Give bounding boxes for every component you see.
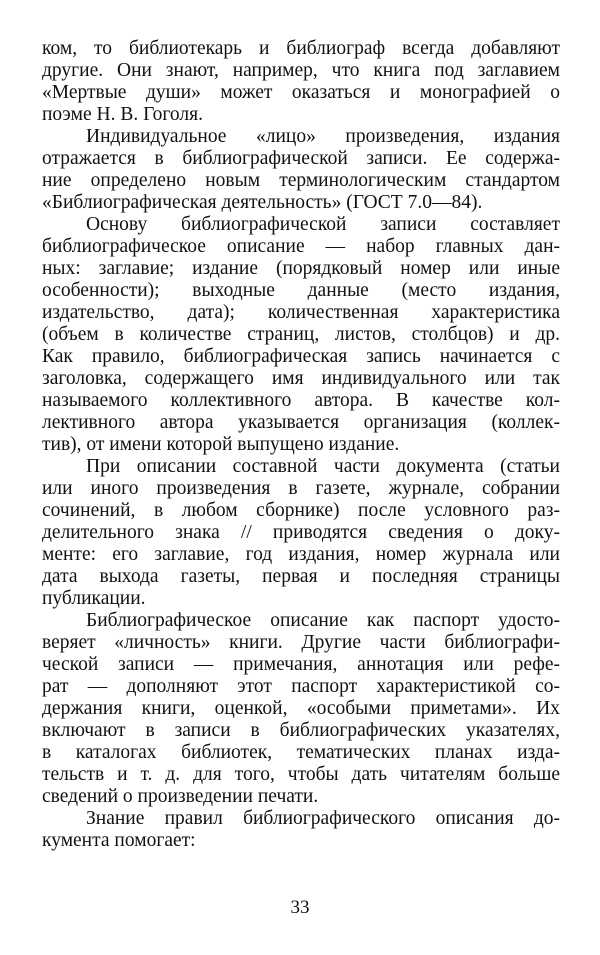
- page-body-text: [42, 38, 560, 852]
- paragraph: [42, 456, 560, 610]
- text-line: сочинений, в любом сборнике) после условного раз-: [42, 500, 560, 521]
- text-line: библиографическое описание — набор главных дан-: [42, 236, 560, 257]
- text-line: сведений о произведении печати.: [42, 786, 319, 807]
- text-line: «Мертвые души» может оказаться и монографией о: [42, 82, 560, 103]
- text-line: менте: его заглавие, год издания, номер журнала или: [42, 544, 560, 565]
- text-line: включают в записи в библиографических указателях,: [42, 720, 560, 741]
- paragraph: [42, 808, 560, 852]
- text-line: (объем в количестве страниц, листов, столбцов) и др.: [42, 324, 560, 345]
- text-line: ных: заглавие; издание (порядковый номер или иные: [42, 258, 560, 279]
- text-line: поэме Н. В. Гоголя.: [42, 104, 203, 125]
- text-line: другие. Они знают, например, что книга под заглавием: [42, 60, 560, 81]
- text-line: издательство, дата); количественная характеристика: [42, 302, 560, 323]
- text-line: ческой записи — примечания, аннотация или рефе-: [42, 654, 560, 675]
- text-line: Знание правил библиографического описания до-: [86, 808, 560, 829]
- text-line: лективного автора указывается организация (коллек-: [42, 412, 560, 433]
- text-line: ние определено новым терминологическим стандартом: [42, 170, 560, 191]
- text-line: тельств и т. д. для того, чтобы дать читателям больше: [42, 764, 560, 785]
- text-line: отражается в библиографической записи. Ее содержа-: [42, 148, 560, 169]
- text-line: называемого коллективного автора. В качестве кол-: [42, 390, 560, 411]
- paragraph: [42, 38, 560, 126]
- text-line: или иного произведения в газете, журнале, собрании: [42, 478, 560, 499]
- text-line: заголовка, содержащего имя индивидуального или так: [42, 368, 560, 389]
- paragraph: [42, 126, 560, 214]
- text-line: тив), от имени которой выпущено издание.: [42, 434, 400, 455]
- text-line: рат — дополняют этот паспорт характеристикой со-: [42, 676, 560, 697]
- text-line: в каталогах библиотек, тематических планах изда-: [42, 742, 560, 763]
- text-line: Индивидуальное «лицо» произведения, издания: [86, 126, 560, 147]
- text-line: особенности); выходные данные (место издания,: [42, 280, 560, 301]
- page-number: 33: [290, 897, 310, 918]
- text-line: дата выхода газеты, первая и последняя страницы: [42, 566, 560, 587]
- text-line: кумента помогает:: [42, 830, 196, 851]
- text-line: веряет «личность» книги. Другие части библиографи-: [42, 632, 560, 653]
- text-line: ком, то библиотекарь и библиограф всегда добавляют: [42, 38, 560, 59]
- text-line: публикации.: [42, 588, 146, 609]
- paragraph: [42, 610, 560, 808]
- text-line: делительного знака // приводятся сведения о доку-: [42, 522, 560, 543]
- text-line: Библиографическое описание как паспорт удосто-: [86, 610, 560, 631]
- text-line: При описании составной части документа (статьи: [86, 456, 560, 477]
- text-line: держания книги, оценкой, «особыми приметами». Их: [42, 698, 560, 719]
- text-line: Как правило, библиографическая запись начинается с: [42, 346, 560, 367]
- text-line: Основу библиографической записи составляет: [86, 214, 560, 235]
- text-line: «Библиографическая деятельность» (ГОСТ 7.0—84).: [42, 192, 483, 213]
- paragraph: [42, 214, 560, 456]
